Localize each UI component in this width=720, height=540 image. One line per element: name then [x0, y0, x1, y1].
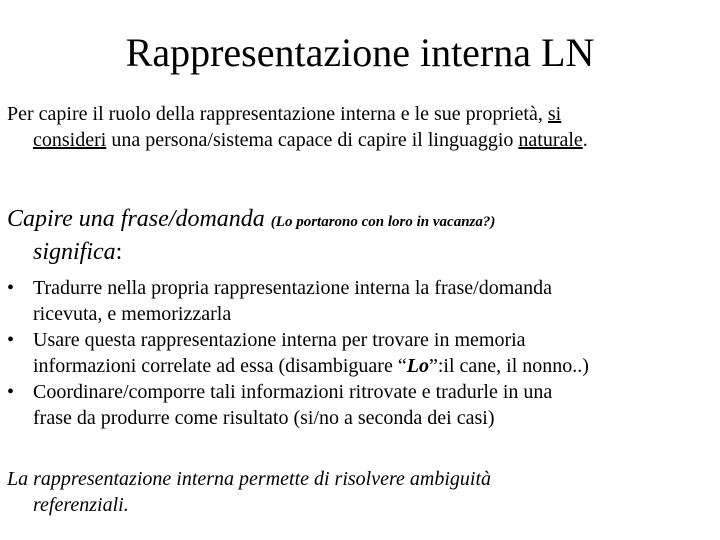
bullet-2-line-1: Usare questa rappresentazione interna per trovare in memoria — [33, 329, 526, 351]
capire-heading — [7, 204, 713, 267]
bullet-1-line-1: Tradurre nella propria rappresentazione interna la frase/domanda — [33, 277, 553, 299]
closing-paragraph — [7, 466, 713, 518]
bullet-2-line-2a: informazioni correlate ad essa (disambiguare “ — [33, 355, 407, 377]
intro-underline-naturale: naturale — [518, 129, 583, 151]
bullet-1-line-2: ricevuta, e memorizzarla — [33, 303, 232, 325]
bullet-3-line-2: frase da produrre come risultato (si/no a seconda dei casi) — [33, 407, 495, 429]
list-item — [7, 275, 713, 327]
intro-paragraph — [7, 101, 713, 153]
closing-line-2: referenziali. — [33, 494, 129, 516]
capire-lead: Capire una frase/domanda — [7, 206, 271, 232]
list-item — [7, 327, 713, 379]
list-item — [7, 379, 713, 431]
bullet-2-lo: Lo — [406, 355, 429, 377]
intro-underline-si: si — [547, 103, 562, 125]
bullet-list — [7, 275, 713, 431]
bullet-icon: • — [7, 329, 15, 351]
intro-underline-consideri: consideri — [33, 129, 107, 151]
bullet-icon: • — [7, 277, 15, 299]
intro-line-2 — [7, 127, 713, 153]
intro-text-c: . — [582, 129, 588, 151]
capire-significa: significa — [33, 239, 116, 265]
slide-title: Rappresentazione interna LN — [125, 30, 595, 75]
intro-text-b: una persona/sistema capace di capire il linguaggio — [106, 129, 519, 151]
capire-colon: : — [115, 239, 123, 265]
capire-line-2 — [7, 237, 713, 267]
bullet-icon: • — [7, 381, 15, 403]
bullet-3-line-1: Coordinare/comporre tali informazioni ritrovate e tradurle in una — [33, 381, 553, 403]
capire-example: (Lo portarono con loro in vacanza?) — [270, 214, 496, 230]
bullet-2-line-2b: ”:il cane, il nonno..) — [428, 355, 589, 377]
intro-text-a: Per capire il ruolo della rappresentazione interna e le sue proprietà, — [7, 103, 548, 125]
closing-line-1: La rappresentazione interna permette di risolvere ambiguità — [7, 468, 492, 490]
